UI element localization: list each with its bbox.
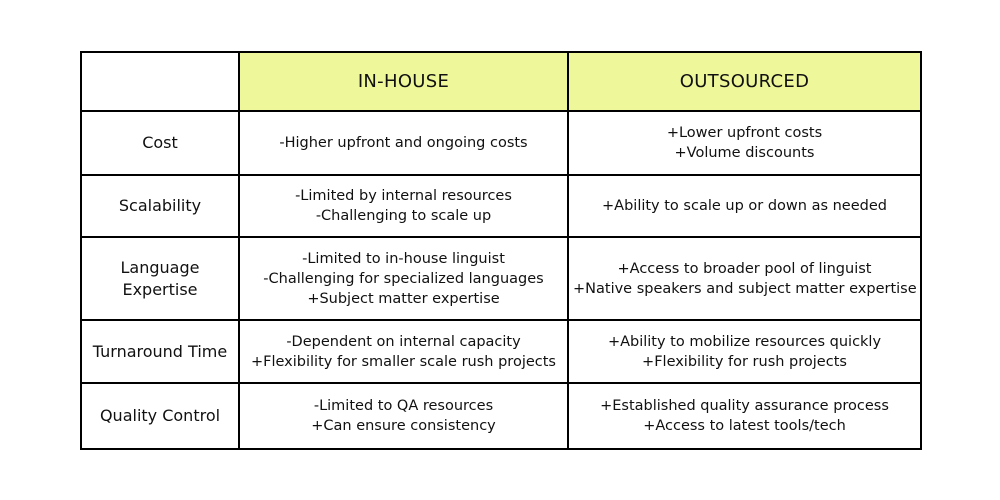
cell-line: +Ability to mobilize resources quickly bbox=[607, 333, 882, 350]
table-header-row bbox=[81, 52, 921, 111]
row-label-cost: Cost bbox=[81, 111, 239, 175]
cell-line: +Access to broader pool of linguist bbox=[617, 260, 872, 277]
table-row-cost bbox=[81, 111, 921, 175]
table-row-turnaround-time bbox=[81, 320, 921, 383]
cell-line: +Flexibility for smaller scale rush projects bbox=[251, 353, 556, 370]
cell-inhouse-language-expertise bbox=[239, 237, 568, 320]
table-row-language-expertise bbox=[81, 237, 921, 320]
header-in-house: IN-HOUSE bbox=[239, 52, 568, 111]
cell-inhouse-scalability bbox=[239, 175, 568, 237]
cell-inhouse-cost bbox=[239, 111, 568, 175]
cell-line: -Challenging for specialized languages bbox=[263, 270, 544, 287]
row-label-scalability: Scalability bbox=[81, 175, 239, 237]
row-label-text: Language Expertise bbox=[120, 257, 200, 299]
cell-line: +Volume discounts bbox=[674, 145, 815, 161]
cell-outsourced-turnaround-time bbox=[568, 320, 921, 383]
comparison-table bbox=[80, 51, 922, 450]
header-corner-cell bbox=[81, 52, 239, 111]
cell-outsourced-quality-control bbox=[568, 383, 921, 449]
cell-line: +Subject matter expertise bbox=[307, 290, 500, 307]
cell-outsourced-language-expertise bbox=[568, 237, 921, 320]
cell-line: -Limited by internal resources bbox=[295, 188, 512, 204]
cell-line: +Established quality assurance process bbox=[600, 398, 889, 414]
cell-line: -Limited to QA resources bbox=[313, 398, 494, 414]
row-label-turnaround-time: Turnaround Time bbox=[81, 320, 239, 383]
cell-line: -Dependent on internal capacity bbox=[286, 333, 521, 350]
table-row-scalability bbox=[81, 175, 921, 237]
cell-inhouse-turnaround-time bbox=[239, 320, 568, 383]
table-row-quality-control bbox=[81, 383, 921, 449]
cell-line: +Flexibility for rush projects bbox=[642, 353, 847, 370]
cell-line: -Limited to in-house linguist bbox=[302, 250, 505, 267]
cell-line: +Lower upfront costs bbox=[666, 125, 823, 141]
cell-line: +Native speakers and subject matter expertise bbox=[573, 280, 917, 297]
header-outsourced: OUTSOURCED bbox=[568, 52, 921, 111]
row-label-quality-control: Quality Control bbox=[81, 383, 239, 449]
cell-outsourced-cost bbox=[568, 111, 921, 175]
cell-line: -Higher upfront and ongoing costs bbox=[279, 135, 528, 151]
cell-outsourced-scalability bbox=[568, 175, 921, 237]
cell-line: -Challenging to scale up bbox=[315, 208, 492, 224]
cell-inhouse-quality-control bbox=[239, 383, 568, 449]
row-label-language-expertise bbox=[81, 237, 239, 320]
cell-line: +Access to latest tools/tech bbox=[643, 418, 846, 434]
cell-line: +Ability to scale up or down as needed bbox=[602, 198, 887, 214]
cell-line: +Can ensure consistency bbox=[311, 418, 496, 434]
